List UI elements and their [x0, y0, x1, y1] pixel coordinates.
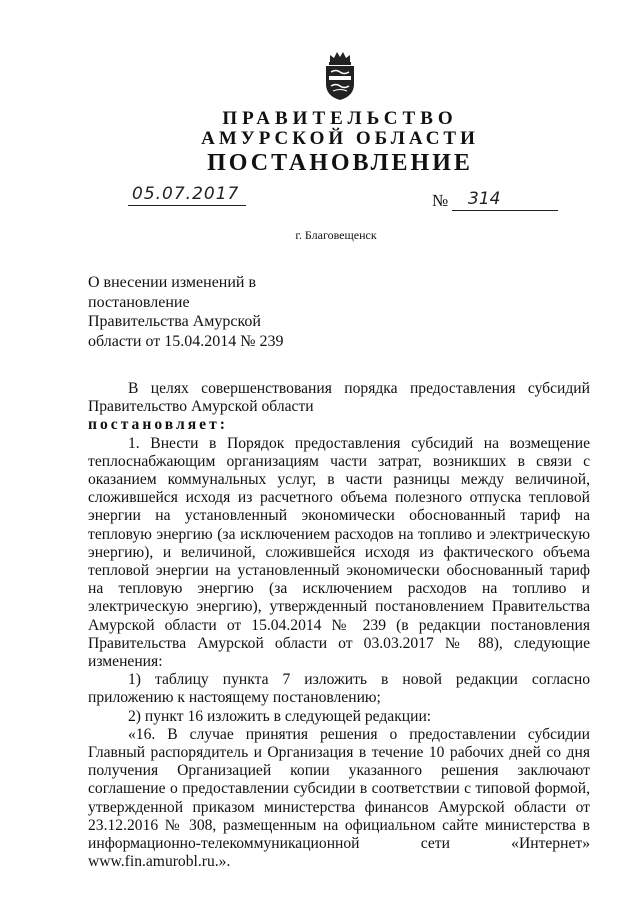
document-subject — [88, 273, 284, 351]
item-1-paragraph: 1. Внести в Порядок предоставления субсидий на возмещение теплоснабжающим организациям части затрат, возникших в связи с оказанием коммунальных услуг, в части разницы между величиной, сложившейся исходя из расчетного объема полезного отпуска тепловой энергии на установленный экономически обоснованный тариф на тепловую энергию (за исключением расходов на топливо и электрическую энергию), и величиной, сложившейся исходя из фактического объема тепловой энергии на установленный экономически обоснованный тариф на тепловую энергию (за исключением расходов на топливо и электрическую энергию), утвержденный постановлением Правительства Амурской области от 15.04.2014 № 239 (в редакции постановления Правительства Амурской области от 03.03.2017 № 88), следующие изменения: — [88, 434, 590, 671]
document-body — [88, 380, 590, 871]
region-title: АМУРСКОЙ ОБЛАСТИ — [201, 128, 479, 149]
number-sign: № — [432, 191, 449, 210]
document-date: 05.07.2017 — [132, 184, 240, 204]
document-type-title: ПОСТАНОВЛЕНИЕ — [207, 150, 473, 176]
subitem-2-paragraph: 2) пункт 16 изложить в следующей редакции: — [128, 707, 432, 725]
resolve-heading: постановляет: — [88, 416, 228, 434]
government-title: ПРАВИТЕЛЬСТВО — [222, 108, 458, 129]
subject-line: постановление — [88, 293, 190, 311]
subject-line: Правительства Амурской — [88, 313, 261, 330]
subject-line: О внесении изменений в — [88, 274, 257, 291]
date-underline — [128, 205, 246, 206]
quoted-paragraph: «16. В случае принятия решения о предоставлении субсидии Главный распорядитель и Организация в течение 10 рабочих дней со дня получения Организацией копии указанного решения заключают соглашение о предоставлении субсидии в соответствии с типовой формой, утвержденной приказом министерства финансов Амурской области от 23.12.2016 № 308, размещенным на официальном сайте министерства в информационно-телекоммуникационной сети «Интернет» www.fin.amurobl.ru.». — [88, 725, 590, 871]
preamble-paragraph: В целях совершенствования порядка предоставления субсидий Правительство Амурской области — [88, 380, 590, 416]
document-number: 314 — [468, 189, 501, 209]
subject-line: области от 15.04.2014 № 239 — [88, 332, 284, 350]
city-name: г. Благовещенск — [295, 228, 377, 242]
amur-region-coat-of-arms-icon — [322, 50, 358, 102]
subitem-1-paragraph: 1) таблицу пункта 7 изложить в новой редакции согласно приложению к настоящему постановлению; — [88, 671, 590, 707]
number-underline — [452, 210, 558, 211]
